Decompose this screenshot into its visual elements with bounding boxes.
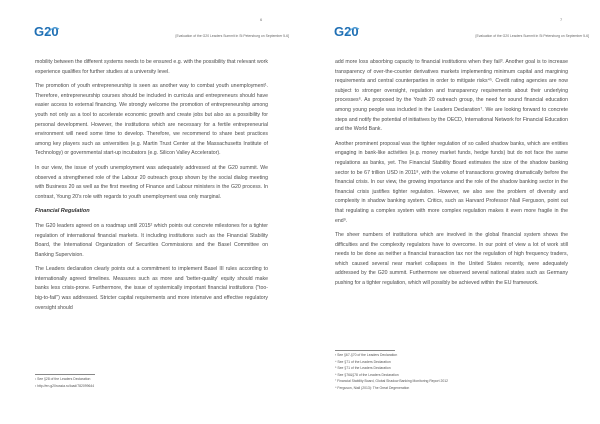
footnote: ⁶ See §76&§78 of the Leaders Declaration — [335, 372, 399, 377]
paragraph: The Leaders declaration clearly points out a commitment to implement Basel III rules according to internationally agreed timelines. Measures such as more and 'better-quality' equity should make banks less crisis-prone. Furthermore, the issue of systemically important financial institutions ("too-big-to-fail") was addressed. Stricter capital requirements and more intensive and effective regulatory oversight should — [35, 266, 268, 311]
footnote[interactable]: ² http://en.g20russia.ru/load/782099644 — [35, 383, 95, 388]
page-number: 7 — [560, 17, 563, 22]
footnotes — [335, 352, 565, 392]
section-heading: Financial Regulation — [35, 208, 90, 215]
logo-text: G20 — [34, 24, 59, 38]
g20-logo — [34, 24, 64, 38]
g20-logo — [334, 24, 364, 38]
footnote: ⁵ See §71 of the Leaders Declaration — [335, 366, 391, 371]
paragraph: The sheer numbers of institutions which are involved in the global financial system shows the difficulties and the complexity regulators have to overcome. In our point of view a lot of work still needs to be done as neither a financial transaction tax nor the regulation of high frequency traders, which caused several near market collapses in the United States recently, were adequately addressed by the G20 summit. Furthermore we observed several national states such as Germany pushing for a tighter regulation, which will possibly be achieved within the EU framework. — [335, 232, 568, 287]
paragraph: add more loss absorbing capacity to financial institutions when they fail³. Another goal is to increase transparency of over-the-counter derivatives markets implementing minimum capital and margining requirements and central counterparties in order to mitigate risks⁴⁵. Credit rating agencies are now subject to stronger oversight, regulation and transparency requirements about their underlying processes⁶. As proposed by the Youth 20 outreach group, the need for sound financial education among young people was included in the Leaders Declaration⁷. We are looking forward to concrete steps and notify the potential of initiatives by the OECD, International Network for Financial Education and the World Bank. — [335, 59, 568, 133]
right-page-body — [335, 58, 568, 294]
paragraph: In our view, the issue of youth unemployment was adequately addressed at the G20 summit. We observed a strengthened role of the Labour 20 outreach group shown by the social dialog meeting with Business 20 as well as the first meeting of Finance and Labour ministers in the G20 process. In contrast, Young 20's role with regards to youth unemployment was only marginal. — [35, 164, 268, 200]
logo-text: G20 — [334, 24, 359, 38]
paragraph: mobility between the different systems needs to be ensured e.g. with the possibility that relevant work experience qualifies for further studies at a university level. — [35, 59, 268, 75]
paragraph: The G20 leaders agreed on a roadmap until 2015² which points out concrete milestones for a tighter regulation of international financial markets. It including institutions such as the Financial Stability Board, the International Organization of Securities Commissions and the Basel Committee on Banking Supervision. — [35, 222, 268, 258]
header-note: [Evaluation of the G20 Leaders Summit in St Petersburg on September 5-6] — [175, 34, 289, 38]
paragraph: Another prominent proposal was the tighter regulation of so called shadow banks, which are entities engaging in bank-like activities (e.g. money market funds, hedge funds) but do not face the same regulations as banks, yet. The Financial Stability Board estimates the size of the shadow banking sector to be 67 trillion USD in 2011⁸, with the volume of transactions growing dramatically before the financial crisis. In our view, the growing importance and the role of the shadow banking sector in the financial crisis justifies tighter regulation. However, we also see the problem of diversity and complexity in shadow banking system. Critics, such as Harvard Professor Niall Ferguson, point out that regulating a complex system with more complex regulation makes it even more fragile in the end⁹. — [335, 140, 568, 224]
footnote: ⁴ See §71 of the Leaders Declaration — [335, 359, 391, 364]
footnote-divider — [335, 350, 395, 351]
footnotes — [35, 376, 265, 389]
header-note: [Evaluation of the G20 Leaders Summit in St Petersburg on September 5-6] — [475, 34, 589, 38]
paragraph: The promotion of youth entrepreneurship is seen as another way to combat youth unemployment¹. Therefore, entrepreneurship courses should be included in curricula and entrepreneurs should have easier access to external financing. We strongly welcome the promotion of entrepreneurship among youth not only as a tool to accelerate economic growth and create jobs but also as a possibility for personal development. However, the institutions which are necessary for a fertile entrepreneurial environment will need some time to develop. Therefore, we recommend to share best practices among key players such as universities (e.g. Martin Trust Center at the Massachusetts Institute of Technology) or governmental start-up incubators (e.g. Silicon Valley Accelerator). — [35, 83, 268, 157]
footnote: ⁸ Ferguson, Niall (2013): The Great Degeneration — [335, 385, 410, 390]
footnote: ¹ See §28 of the Leaders Declaration — [35, 377, 91, 381]
footnote: ³ See §67-§70 of the Leaders Declaration — [335, 353, 398, 357]
left-page-body — [35, 58, 268, 318]
right-page — [300, 0, 600, 424]
footnote-divider — [35, 374, 95, 375]
footnote: ⁷ Financial Stability Board, Global Shadow Banking Monitoring Report 2012 — [335, 379, 448, 384]
page-number: 6 — [260, 17, 263, 22]
